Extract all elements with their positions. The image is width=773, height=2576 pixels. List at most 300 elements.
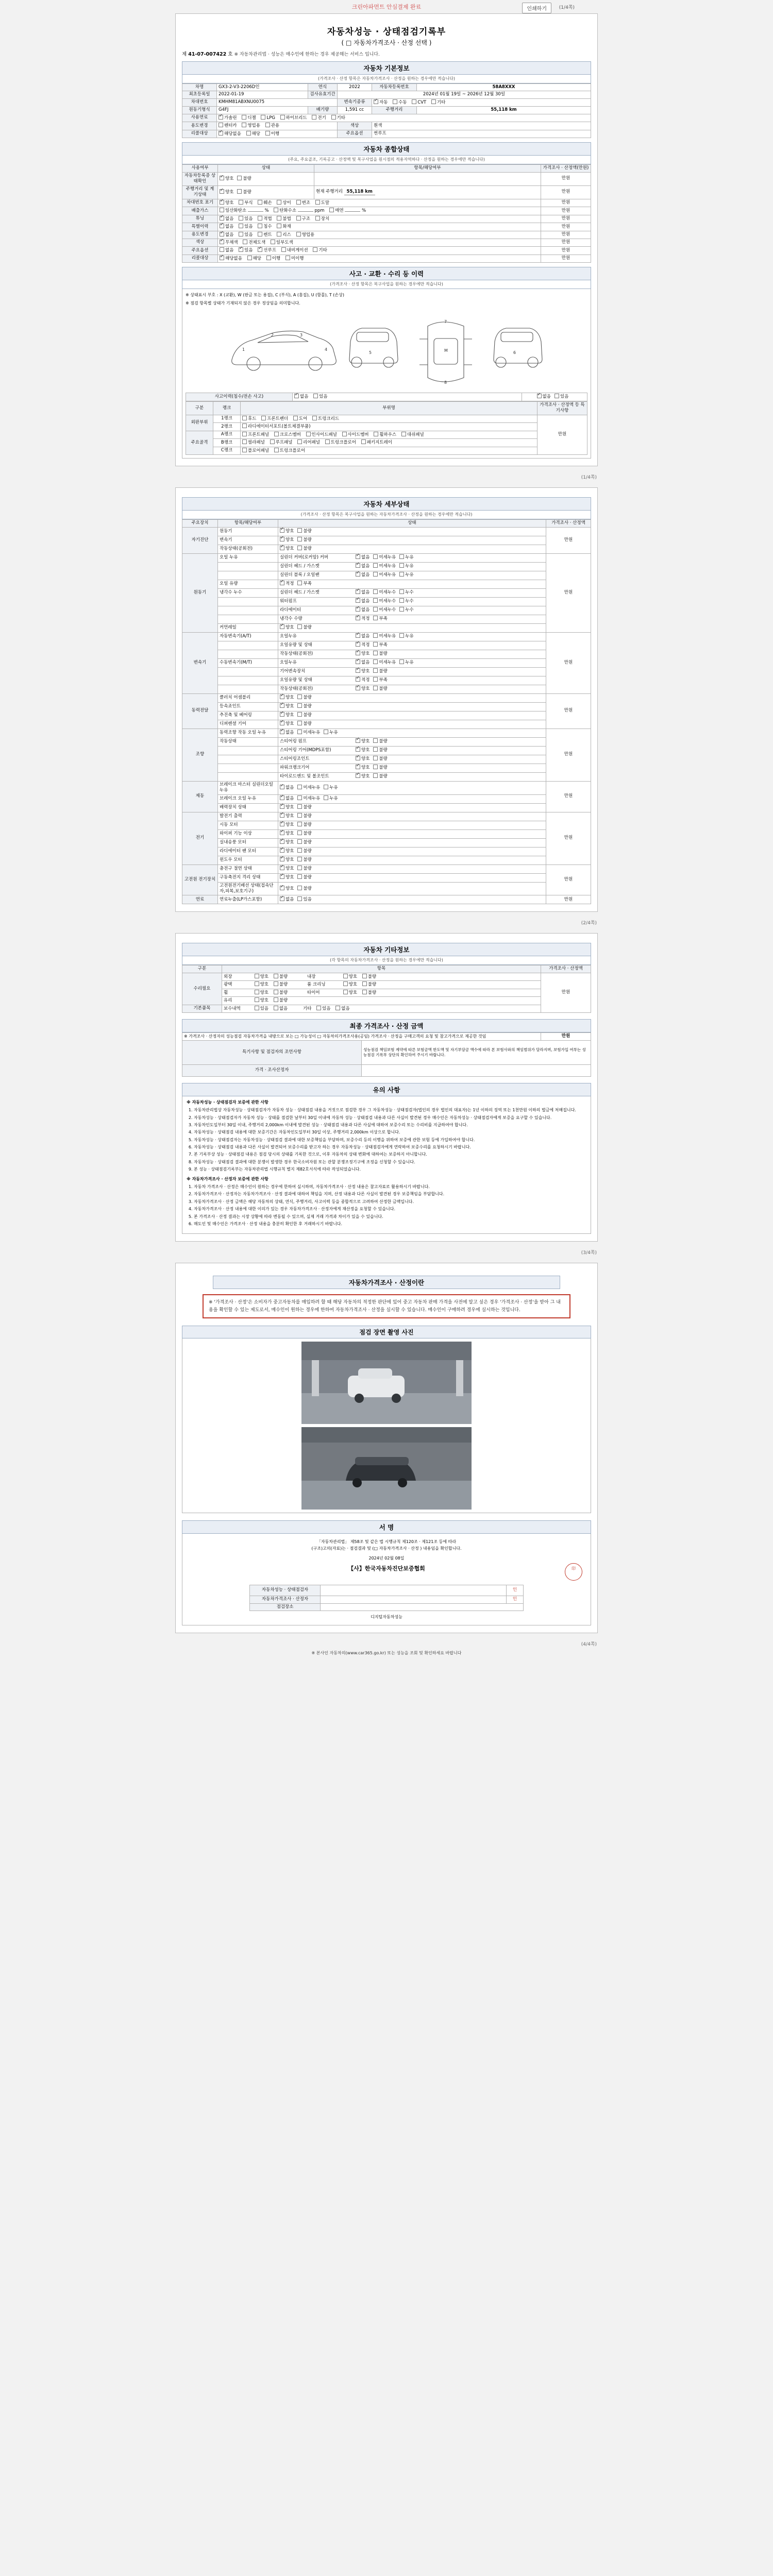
- detail-item-label: 연료누출(LP가스포함): [218, 895, 278, 904]
- detail-row: [182, 829, 591, 838]
- other-row-2[interactable]: 휠 양호 불량 타이어 양호 불량: [222, 989, 541, 996]
- parts-rank-c: C랭크: [213, 447, 241, 454]
- detail-option[interactable]: ✓ 양호: [356, 686, 369, 692]
- fuel-opt-ev[interactable]: 전기: [312, 115, 326, 121]
- overall-row-1-name: 주행거리 및 계기상태: [182, 185, 218, 199]
- detail-option[interactable]: ✓ 양호: [356, 668, 369, 674]
- detail-option[interactable]: 불량: [297, 537, 311, 543]
- parts-items-1[interactable]: 후드 프론트펜더 도어 트렁크리드: [241, 415, 537, 422]
- detail-item-label: [218, 676, 278, 685]
- use-opt-biz[interactable]: 영업용: [242, 123, 260, 129]
- detail-option[interactable]: 불량: [297, 831, 311, 837]
- detail-option[interactable]: ✓ 없음: [356, 563, 369, 569]
- detail-option[interactable]: ✓ 양호: [356, 756, 369, 762]
- detail-option[interactable]: 누유: [399, 554, 413, 561]
- docno-law: ※ 자동차관리법 · 성능은 매수인에 한하는 경우 제공해는 서비스 입니다.: [234, 52, 380, 57]
- detail-option[interactable]: ✓ 양호: [280, 874, 294, 880]
- sign-row-1-value[interactable]: [321, 1596, 507, 1603]
- value-year: 2022: [338, 84, 372, 91]
- other-grp-repair: 수리필요: [182, 973, 222, 1005]
- sign-row-2-value[interactable]: [321, 1603, 524, 1611]
- detail-option[interactable]: ✓ 적정: [356, 642, 369, 648]
- detail-option[interactable]: ✓ 양호: [280, 813, 294, 819]
- detail-item-options[interactable]: 실린더 헤드 / 가스켓 ✓ 없음 미세누수 누수: [278, 588, 546, 597]
- detail-option[interactable]: 불량: [297, 874, 311, 880]
- detail-option[interactable]: 불량: [373, 651, 387, 657]
- detail-row: [182, 641, 591, 650]
- detail-item-options[interactable]: [278, 829, 546, 838]
- detail-option[interactable]: ✓ 없음: [356, 589, 369, 596]
- overall-row-0-opts[interactable]: ✓양호 불량: [218, 172, 314, 185]
- detail-item-options[interactable]: [278, 580, 546, 588]
- section-price-title: 최종 가격조사 · 산정 금액: [182, 1019, 591, 1032]
- overall-row-6-price: 만원: [541, 231, 591, 239]
- detail-option[interactable]: ✓ 없음: [356, 607, 369, 613]
- detail-option[interactable]: ✓ 없음: [356, 554, 369, 561]
- detail-item-options[interactable]: [278, 821, 546, 829]
- parts-items-2[interactable]: 라디에이터서포트(볼트체결부품): [241, 423, 537, 431]
- detail-item-options[interactable]: [278, 847, 546, 856]
- detail-row: [182, 895, 591, 904]
- detail-row: [182, 676, 591, 685]
- detail-option[interactable]: 미세누수: [373, 589, 396, 596]
- fuel-opt-etc[interactable]: 기타: [331, 115, 345, 121]
- detail-option[interactable]: 불량: [297, 804, 311, 810]
- detail-item-options[interactable]: [278, 856, 546, 865]
- detail-option[interactable]: 불량: [373, 738, 387, 744]
- value-mileage: 55,118 km: [417, 107, 591, 114]
- sheet-page-2: [175, 487, 598, 912]
- detail-item-options[interactable]: 실린더 커버(로커암) 커버 ✓ 없음 미세누유 누유: [278, 553, 546, 562]
- overall-row-1-opts[interactable]: ✓양호 불량: [218, 185, 314, 199]
- detail-item-label: 브레이크 마스터 실린더오일 누유: [218, 781, 278, 794]
- detail-group-price: 만원: [546, 895, 591, 904]
- section-notice-title: 유의 사항: [182, 1083, 591, 1096]
- detail-option[interactable]: 누유: [324, 785, 338, 791]
- detail-row: [182, 728, 591, 737]
- detail-row: [182, 545, 591, 553]
- detail-item-label: [218, 597, 278, 606]
- svg-text:1: 1: [242, 347, 245, 352]
- detail-option[interactable]: 불량: [373, 747, 387, 753]
- page-indicator: (1/4쪽): [559, 5, 575, 10]
- detail-item-options[interactable]: 오일유량 및 상태 ✓ 적정 부족: [278, 641, 546, 650]
- section-other-note: (각 항목의 자동차가격조사 · 산정을 원하는 경우에만 적습니다): [182, 956, 591, 965]
- overall-row-0-name: 자동차등록증 상태확인: [182, 172, 218, 185]
- detail-item-options[interactable]: [278, 545, 546, 553]
- trans-opt-auto[interactable]: ✓ 자동: [374, 99, 388, 106]
- detail-row: [182, 667, 591, 676]
- detail-option[interactable]: 부족: [373, 642, 387, 648]
- overall-row-8-price: 만원: [541, 247, 591, 255]
- detail-group-name: 연료: [182, 895, 218, 904]
- detail-item-options[interactable]: 냉각수 수량 ✓ 적정 부족: [278, 615, 546, 623]
- detail-item-options[interactable]: [278, 882, 546, 895]
- detail-item-options[interactable]: [278, 781, 546, 794]
- detail-item-options[interactable]: 라디에이터 ✓ 없음 미세누수 누수: [278, 606, 546, 615]
- other-col-0: 항목: [222, 965, 541, 973]
- detail-row: [182, 711, 591, 720]
- detail-option[interactable]: 미세누유: [373, 633, 396, 639]
- detail-option[interactable]: 미세누유: [297, 785, 320, 791]
- detail-item-label: [218, 685, 278, 693]
- sign-row-0-label: 자동차성능 · 상태점검자: [250, 1585, 321, 1596]
- detail-row: [182, 702, 591, 711]
- detail-option[interactable]: ✓ 양호: [356, 747, 369, 753]
- sign-table: [249, 1585, 524, 1611]
- detail-option[interactable]: ✓ 적정: [280, 581, 294, 587]
- detail-item-options[interactable]: 오일유량 및 상태 ✓ 적정 부족: [278, 676, 546, 685]
- value-recall: [217, 130, 338, 138]
- detail-option[interactable]: ✓ 없음: [280, 730, 294, 736]
- overall-row-8-opts[interactable]: 없음 ✓ 있음 ✓ 선루프 내비게이션 기타: [218, 247, 541, 255]
- detail-option[interactable]: ✓없음: [280, 785, 294, 791]
- detail-option[interactable]: ✓ 적정: [356, 677, 369, 683]
- detail-item-options[interactable]: [278, 623, 546, 632]
- detail-item-label: 라디에이터 팬 모터: [218, 847, 278, 856]
- notice-item: 1. 자동차관리법상 자동차성능 · 상태점검자가 자동차 성능 · 상태점검 내용을 거짓으로 점검한 경우 그 자동차성능 · 상태점검자(법인의 경우 법인의 대표자)는 1년 이하의 징역 또는 1천만원 이하의 벌금에 처해집니다.: [194, 1107, 586, 1113]
- detail-item-label: 충전구 절연 상태: [218, 865, 278, 873]
- detail-option[interactable]: ✓ 양호: [280, 848, 294, 854]
- detail-option[interactable]: ✓ 양호: [280, 866, 294, 872]
- detail-item-options[interactable]: 기어변속장치 ✓ 양호 불량: [278, 667, 546, 676]
- detail-option[interactable]: ✓ 없음: [280, 896, 294, 903]
- detail-group-price: 만원: [546, 781, 591, 812]
- detail-option[interactable]: ✓ 양호: [280, 694, 294, 701]
- svg-text:3: 3: [300, 333, 303, 338]
- other-row-1[interactable]: 광택 양호 불량 룸 크리닝 양호 불량: [222, 981, 541, 989]
- detail-option[interactable]: ✓ 양호: [280, 712, 294, 718]
- detail-row: [182, 536, 591, 545]
- overall-row-1-extra: 현재 주행거리 55,118 km: [314, 185, 541, 199]
- detail-option[interactable]: 누유: [324, 795, 338, 802]
- overall-row-6-name: 용도변경: [182, 231, 218, 239]
- detail-item-label: 작동상태: [218, 737, 278, 746]
- detail-option[interactable]: 불량: [297, 624, 311, 631]
- detail-option[interactable]: 누수: [399, 589, 413, 596]
- detail-item-options[interactable]: [278, 873, 546, 882]
- detail-item-options[interactable]: [278, 728, 546, 737]
- detail-group-name: 변속기: [182, 632, 218, 693]
- car-diagram: [186, 309, 587, 390]
- detail-option[interactable]: 미세누수: [373, 607, 396, 613]
- detail-option[interactable]: 누유: [399, 563, 413, 569]
- detail-option[interactable]: 누유: [399, 572, 413, 578]
- use-opt-rent[interactable]: 렌터카: [219, 123, 237, 129]
- page-title: 자동차성능 · 상태점검기록부: [327, 27, 446, 37]
- detail-row: [182, 623, 591, 632]
- detail-item-options[interactable]: [278, 693, 546, 702]
- detail-option[interactable]: 불량: [297, 839, 311, 845]
- detail-item-options[interactable]: 파워크랭크기어 ✓ 양호 불량: [278, 764, 546, 772]
- notice-item: 7. 본 기록부상 성능 · 상태점검 내용은 점검 당시의 상태를 기록한 것으로, 이후 자동차의 상태 변화에 대하여는 보증하지 아니합니다.: [194, 1151, 586, 1158]
- detail-item-options[interactable]: [278, 865, 546, 873]
- detail-option[interactable]: 부족: [373, 616, 387, 622]
- overall-row-3-opts[interactable]: 일산화탄소 % 탄화수소 ppm 매연 %: [218, 207, 541, 215]
- detail-option[interactable]: 불량: [297, 886, 311, 892]
- label-car-name: 차명: [182, 84, 217, 91]
- detail-option[interactable]: 누유: [399, 633, 413, 639]
- detail-option[interactable]: ✓ 양호: [356, 765, 369, 771]
- inspection-photo-1: [301, 1342, 472, 1424]
- detail-item-label: 구동축전지 격리 상태: [218, 873, 278, 882]
- detail-row: [182, 772, 591, 781]
- detail-option[interactable]: 누유: [399, 659, 413, 666]
- trans-opt-etc[interactable]: 기타: [431, 99, 445, 106]
- detail-item-options[interactable]: [278, 812, 546, 821]
- section-detail-title: 자동차 세부상태: [182, 497, 591, 511]
- price-row-0-value: 성능점검 책임보험 계약에 따른 보험금액 한도액 및 자기부담금 액수에 따라 본 보험사와의 책임범위가 달라지며, 보험가입 여부는 성능점검 기록부 상단의 확인하여 주시기 바랍니다.: [362, 1040, 591, 1064]
- detail-option[interactable]: ✓ 적정: [356, 616, 369, 622]
- detail-item-options[interactable]: [278, 702, 546, 711]
- detail-row: [182, 615, 591, 623]
- detail-item-options[interactable]: [278, 527, 546, 536]
- detail-item-options[interactable]: [278, 720, 546, 728]
- overall-row-5-price: 만원: [541, 223, 591, 231]
- detail-item-options[interactable]: 실린더 헤드 / 가스켓 ✓ 없음 미세누유 누유: [278, 562, 546, 571]
- detail-item-options[interactable]: 작동상태(공회전) ✓ 양호 불량: [278, 650, 546, 658]
- detail-item-options[interactable]: [278, 838, 546, 847]
- section-overall-title: 자동차 종합상태: [182, 142, 591, 156]
- detail-option[interactable]: 미세누수: [373, 598, 396, 604]
- section-accident-note: (가격조사 · 산정 항목은 복구사업을 원하는 경우에만 적습니다): [182, 280, 591, 289]
- detail-item-label: 작동상태(공회전): [218, 545, 278, 553]
- fuel-opt-gasoline[interactable]: ✓ 가솔린: [219, 115, 237, 121]
- detail-option[interactable]: 불량: [297, 866, 311, 872]
- detail-option[interactable]: 미세누유: [373, 554, 396, 561]
- detail-item-options[interactable]: 작동상태(공회전) ✓ 양호 불량: [278, 685, 546, 693]
- detail-item-options[interactable]: 실린더 블록 / 오일팬 ✓ 없음 미세누유 누유: [278, 571, 546, 580]
- overall-row-5-opts[interactable]: ✓ 없음 있음 침수 화재: [218, 223, 541, 231]
- detail-option[interactable]: ✓ 양호: [356, 773, 369, 779]
- detail-group-price: 만원: [546, 865, 591, 895]
- detail-item-options[interactable]: [278, 803, 546, 812]
- detail-option[interactable]: ✓ 양호: [280, 822, 294, 828]
- notice-item: 9. 본 성능 · 상태점검기록부는 자동차관리법 시행규칙 별지 제82호서식에 따라 작성되었습니다.: [194, 1166, 586, 1173]
- label-use-change: 용도변경: [182, 122, 217, 130]
- detail-item-options[interactable]: [278, 895, 546, 904]
- detail-item-options[interactable]: [278, 711, 546, 720]
- detail-item-label: 추진축 및 베어링: [218, 711, 278, 720]
- value-car-name: GX3-2-V3-2206D인: [217, 84, 308, 91]
- detail-row: [182, 632, 591, 641]
- overall-row-3-name: 배출가스: [182, 207, 218, 215]
- detail-option[interactable]: ✓ 없음: [356, 572, 369, 578]
- detail-row: [182, 580, 591, 588]
- recall-opt-done[interactable]: 이행: [265, 131, 279, 137]
- notice-heading-0: ※ 자동차성능 · 상태점검자 보증에 관한 사항: [187, 1099, 268, 1105]
- detail-option[interactable]: 미세누유: [373, 659, 396, 666]
- fuel-opt-hybrid[interactable]: 하이브리드: [280, 115, 307, 121]
- detail-option[interactable]: ✓ 양호: [356, 651, 369, 657]
- parts-items-c[interactable]: 플로어패널 트렁크플로어: [241, 447, 537, 454]
- detail-option[interactable]: 불량: [297, 546, 311, 552]
- overall-row-9-opts[interactable]: ✓ 해당없음 해당 이행 미이행: [218, 255, 541, 262]
- detail-option[interactable]: ✓ 없음: [356, 659, 369, 666]
- detail-row: [182, 847, 591, 856]
- detail-option[interactable]: 미세누유: [297, 730, 320, 736]
- accident-result-opts[interactable]: ✓ 없음 있음: [293, 393, 522, 401]
- detail-option[interactable]: 부족: [373, 677, 387, 683]
- accident-result-extra: ✓ 없음 있음: [522, 393, 587, 401]
- value-vin: KMHM81ABXNU0075: [217, 98, 338, 106]
- detail-item-options[interactable]: [278, 794, 546, 803]
- detail-option[interactable]: 불량: [373, 773, 387, 779]
- fuel-opt-lpg[interactable]: LPG: [261, 115, 275, 121]
- notice-heading-1: ※ 자동차가격조사 · 산정자 보증에 관한 사항: [187, 1176, 268, 1181]
- detail-option[interactable]: ✓양호: [280, 886, 294, 892]
- detail-item-options[interactable]: 오일누유 ✓ 없음 미세누유 누유: [278, 632, 546, 641]
- detail-option[interactable]: ✓ 양호: [280, 804, 294, 810]
- detail-row: [182, 755, 591, 764]
- recall-opt-yes[interactable]: 해당: [246, 131, 260, 137]
- overall-row-6-opts[interactable]: ✓ 없음 있음 렌트 리스 영업용: [218, 231, 541, 239]
- detail-option[interactable]: 불량: [297, 822, 311, 828]
- detail-row: [182, 597, 591, 606]
- detail-group-name: 자기진단: [182, 527, 218, 553]
- print-button[interactable]: 인쇄하기: [522, 3, 551, 13]
- parts-rank-a: A랭크: [213, 431, 241, 438]
- detail-option[interactable]: 미세누유: [297, 795, 320, 802]
- overall-row-4-price: 만원: [541, 215, 591, 223]
- detail-option[interactable]: ✓ 양호: [280, 831, 294, 837]
- fuel-opt-diesel[interactable]: 디젤: [242, 115, 256, 121]
- sign-date: 2024년 02월 08일: [368, 1556, 405, 1561]
- trans-opt-cvt[interactable]: CVT: [412, 99, 426, 106]
- car-diagram-svg: [222, 311, 551, 388]
- notice-item: 1. 자동차 가격조사 · 산정은 매수인이 원하는 경우에 한하여 실시하며, 자동차가격조사 · 산정 내용은 참고자료로 활용하시기 바랍니다.: [194, 1184, 586, 1190]
- detail-row: [182, 658, 591, 667]
- detail-option[interactable]: 불량: [297, 703, 311, 709]
- svg-text:8: 8: [444, 380, 447, 385]
- detail-item-label: [218, 746, 278, 755]
- overall-row-4-opts[interactable]: ✓ 없음 있음 적법 불법 구조 장치: [218, 215, 541, 223]
- detail-group-name: 원동기: [182, 553, 218, 632]
- photo-2-svg: [301, 1427, 472, 1510]
- detail-option[interactable]: 있음: [297, 896, 311, 903]
- value-inspection: 2024년 01월 19일 ~ 2026년 12월 30일: [338, 91, 591, 98]
- detail-row: [182, 781, 591, 794]
- overall-row-9-name: 리콜대상: [182, 255, 218, 262]
- detail-item-options[interactable]: 워터펌프 ✓ 없음 미세누수 누수: [278, 597, 546, 606]
- parts-price: 만원: [537, 415, 587, 454]
- detail-row: [182, 812, 591, 821]
- detail-group-price: 만원: [546, 632, 591, 693]
- detail-option[interactable]: 미세누유: [373, 572, 396, 578]
- detail-option[interactable]: ✓ 없음: [280, 795, 294, 802]
- notice-list-0: [194, 1107, 586, 1173]
- diagram-legend-0: ※ 상태표시 부호 : X (교환), W (판금 또는 용접), C (부식), A (흠집), U (함몰), T (손상): [186, 293, 345, 298]
- detail-item-options[interactable]: [278, 536, 546, 545]
- detail-body: [182, 527, 591, 904]
- inspection-photo-2: [301, 1427, 472, 1510]
- detail-option[interactable]: 불량: [373, 668, 387, 674]
- detail-item-options[interactable]: 오일누유 ✓ 없음 미세누유 누유: [278, 658, 546, 667]
- other-row-3[interactable]: 유리 양호 불량: [222, 997, 541, 1005]
- detail-row: [182, 720, 591, 728]
- detail-option[interactable]: 불량: [297, 528, 311, 534]
- detail-option[interactable]: 불량: [373, 686, 387, 692]
- detail-group-name: 전기: [182, 812, 218, 865]
- detail-item-options[interactable]: 스티어링 펌프 ✓ 양호 불량: [278, 737, 546, 746]
- detail-item-label: 오일 누유: [218, 553, 278, 562]
- other-col-1: 가격조사 · 산정액: [541, 965, 591, 973]
- detail-option[interactable]: ✓ 양호: [280, 546, 294, 552]
- use-opt-gov[interactable]: 관용: [265, 123, 279, 129]
- label-color: 색상: [338, 122, 372, 130]
- sign-row-1-seal: 인: [507, 1596, 524, 1603]
- detail-item-label: 등속죠인트: [218, 702, 278, 711]
- detail-option[interactable]: 불량: [373, 765, 387, 771]
- detail-option[interactable]: 불량: [373, 756, 387, 762]
- value-use-change: [217, 122, 338, 130]
- parts-items-a[interactable]: 프론트패널 크로스멤버 인사이드패널 사이드멤버 휠하우스 대쉬패널: [241, 431, 537, 438]
- detail-item-label: 원동기: [218, 527, 278, 536]
- detail-group-price: 만원: [546, 728, 591, 781]
- detail-option[interactable]: 불량: [297, 813, 311, 819]
- detail-option[interactable]: ✓ 양호: [280, 528, 294, 534]
- overall-row-7-name: 색상: [182, 239, 218, 246]
- sign-row-0-value[interactable]: [321, 1585, 507, 1596]
- detail-option[interactable]: ✓ 양호: [356, 738, 369, 744]
- overall-row-2-opts[interactable]: ✓ 양호 부식 훼손 상이 변조 도말: [218, 199, 541, 207]
- recall-opt-none[interactable]: ✓ 해당없음: [219, 131, 241, 137]
- detail-item-options[interactable]: 스티어링조인트 ✓ 양호 불량: [278, 755, 546, 764]
- detail-option[interactable]: ✓ 양호: [280, 839, 294, 845]
- page-footer-4: (4/4쪽): [581, 1642, 597, 1648]
- overall-row-3-price: 만원: [541, 207, 591, 215]
- value-displacement: 1,591 cc: [338, 107, 372, 114]
- sheet-page-1: [175, 13, 598, 466]
- detail-option[interactable]: ✓ 양호: [280, 537, 294, 543]
- detail-item-options[interactable]: 스티어링 기어(MDPS포함) ✓ 양호 불량: [278, 746, 546, 755]
- detail-option[interactable]: 불량: [297, 721, 311, 727]
- detail-option[interactable]: 누유: [324, 730, 338, 736]
- detail-option[interactable]: ✓ 양호: [280, 857, 294, 863]
- detail-item-options[interactable]: 타이로드엔드 및 볼조인트 ✓ 양호 불량: [278, 772, 546, 781]
- detail-row: [182, 737, 591, 746]
- detail-option[interactable]: 불량: [297, 857, 311, 863]
- detail-option[interactable]: ✓ 없음: [356, 633, 369, 639]
- detail-option[interactable]: ✓ 양호: [280, 721, 294, 727]
- detail-option[interactable]: 누수: [399, 598, 413, 604]
- page-subtitle: ( □ 자동차가격조사 · 산정 선택 ): [341, 39, 432, 46]
- label-vin: 차대번호: [182, 98, 217, 106]
- parts-items-b[interactable]: 필라패널 루프패널 리어패널 트렁크플로어 패키지트레이: [241, 439, 537, 447]
- detail-option[interactable]: ✓ 양호: [280, 624, 294, 631]
- detail-col-1: 항목/해당여부: [218, 520, 278, 527]
- other-row-4[interactable]: 보수내역 있음 없음 기타 있음 없음: [222, 1005, 541, 1012]
- overall-row-7-opts[interactable]: ✓ 무채색 전체도색 일부도색: [218, 239, 541, 246]
- detail-option[interactable]: 미세누유: [373, 563, 396, 569]
- detail-option[interactable]: ✓ 양호: [280, 703, 294, 709]
- detail-option[interactable]: 누수: [399, 607, 413, 613]
- detail-state-table: [182, 519, 591, 904]
- topbar: [0, 0, 773, 13]
- detail-item-label: 디퍼렌셜 기어: [218, 720, 278, 728]
- detail-group-name: 조향: [182, 728, 218, 781]
- detail-option[interactable]: 불량: [297, 694, 311, 701]
- detail-option[interactable]: 불량: [297, 848, 311, 854]
- mileage-readout: 55,118 km: [344, 189, 375, 195]
- detail-option[interactable]: 부족: [297, 581, 311, 587]
- detail-item-label: 브레이크 오일 누유: [218, 794, 278, 803]
- detail-option[interactable]: ✓ 없음: [356, 598, 369, 604]
- other-row-0[interactable]: 외장 양호 불량 내장 양호 불량: [222, 973, 541, 980]
- trans-opt-manual[interactable]: 수동: [393, 99, 407, 106]
- detail-row: [182, 693, 591, 702]
- detail-option[interactable]: 불량: [297, 712, 311, 718]
